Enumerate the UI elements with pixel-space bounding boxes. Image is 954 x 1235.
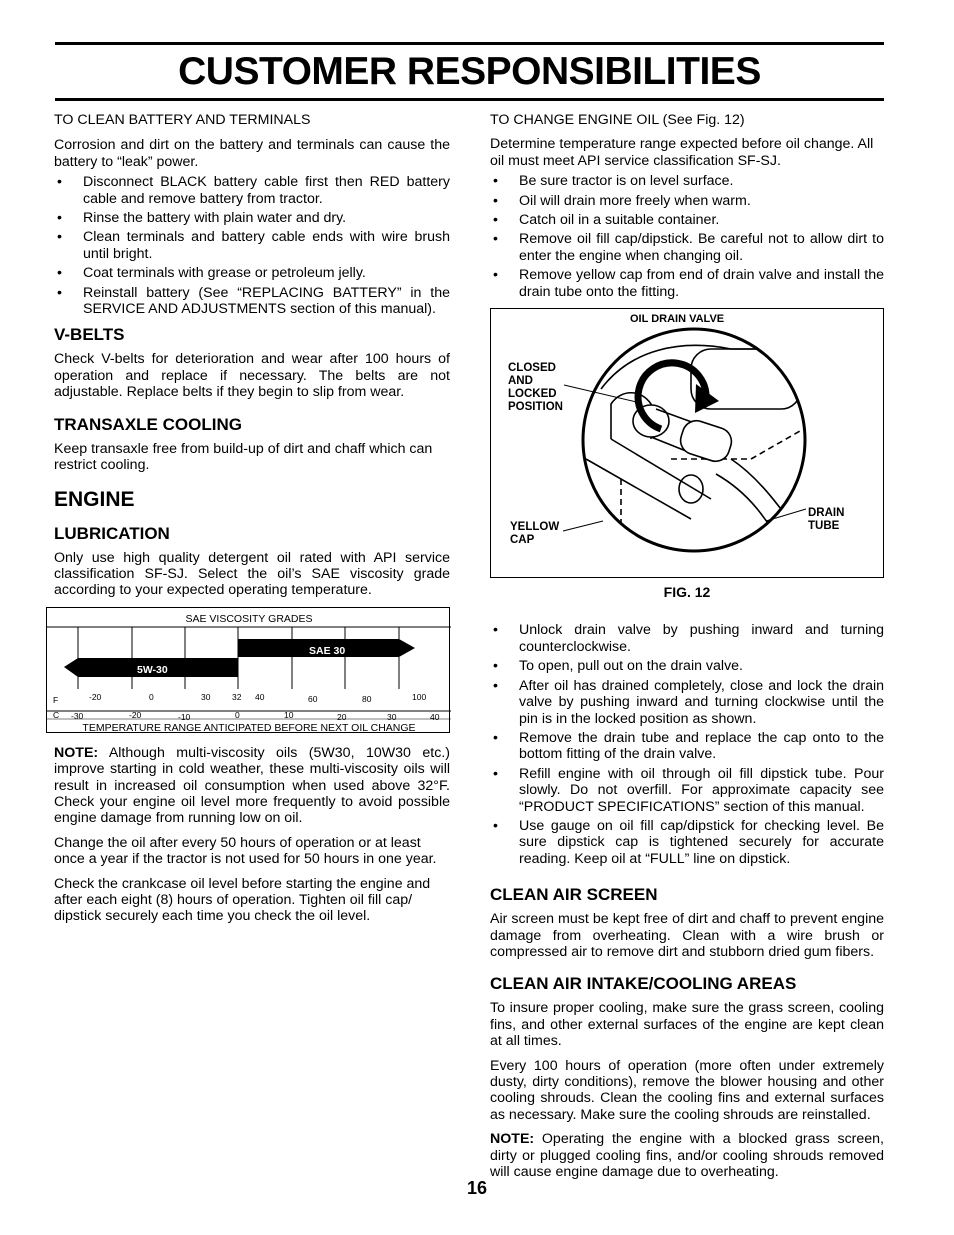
battery-intro: Corrosion and dirt on the battery and terminals can cause the battery to “leak” power.	[54, 137, 450, 170]
viscosity-chart	[46, 607, 450, 733]
transaxle-text: Keep transaxle free from build-up of dirt and chaff which can restrict cooling.	[54, 440, 433, 474]
list-item: • Remove oil fill cap/dipstick. Be careful not to allow dirt to enter the engine when changing oil.	[490, 231, 884, 264]
intake-note	[490, 1131, 884, 1180]
c-tick: -20	[129, 709, 142, 720]
title-rule	[55, 98, 884, 101]
f-tick: 30	[201, 691, 211, 702]
oil-change-intro: Determine temperature range expected before oil change. All oil must meet API service classification SF-SJ.	[490, 136, 874, 169]
air-screen-heading: CLEAN AIR SCREEN	[490, 885, 658, 905]
oil-steps-b	[490, 622, 884, 867]
vbelts-text: Check V-belts for deterioration and wear after 100 hours of operation and replace if necessary. The belts are not adjustable. Replace belts if they begin to slip from wear.	[54, 351, 450, 401]
list-item: • Refill engine with oil through oil fill dipstick tube. Pour slowly. Do not overfill. For approximate capacity see “PRODUCT SPECIFICATIONS” section of this manual.	[490, 766, 884, 815]
list-item: • Remove the drain tube and replace the cap onto to the bottom fitting of the drain valve.	[490, 730, 884, 763]
intake-text-2: Every 100 hours of operation (more often under extremely dusty, dirty conditions), remove the blower housing and other cooling shrouds. Clean the cooling fins and external surfaces as necessary. Make sure the cooling shrouds are reinstalled.	[490, 1057, 884, 1123]
list-item: • Unlock drain valve by pushing inward and turning counterclockwise.	[490, 622, 884, 655]
f-tick: 60	[308, 693, 318, 704]
f-tick: -20	[89, 691, 102, 702]
f-label: F	[53, 694, 59, 705]
note-text: Operating the engine with a blocked grass screen, dirty or plugged cooling fins, and/or cooling shrouds removed will cause engine damage due to overheating.	[490, 1131, 884, 1181]
c-label: C	[53, 709, 60, 720]
bar-label-sae30: SAE 30	[309, 644, 346, 657]
vbelts-heading: V-BELTS	[54, 325, 125, 345]
right-column	[490, 112, 884, 1188]
c-tick: 20	[337, 711, 347, 722]
list-item: • Clean terminals and battery cable ends with wire brush until bright.	[54, 229, 450, 262]
check-oil-text: Check the crankcase oil level before starting the engine and after each eight (8) hours of operation. Tighten oil fill cap/ dipstick securely each time you check the oil level.	[54, 875, 431, 925]
list-item: • Be sure tractor is on level surface.	[490, 173, 884, 189]
list-item: • Use gauge on oil fill cap/dipstick for checking level. Be sure dipstick cap is tightened securely for accurate reading. Keep oil at “FULL” line on dipstick.	[490, 818, 884, 867]
list-item: • Oil will drain more freely when warm.	[490, 193, 884, 209]
left-column	[54, 112, 450, 933]
label-oil-drain-valve: OIL DRAIN VALVE	[630, 313, 725, 326]
page-title: CUSTOMER RESPONSIBILITIES	[178, 50, 761, 93]
note-text: Although multi-viscosity oils (5W30, 10W30 etc.) improve starting in cold weather, these multi-viscosity oils will result in increased oil consumption when used above 32°F. Check your engine oil level more frequently to avoid possible engine damage from running low on oil.	[54, 744, 450, 827]
engine-heading: ENGINE	[54, 487, 135, 511]
list-item: • Coat terminals with grease or petroleum jelly.	[54, 265, 450, 281]
list-item: • To open, pull out on the drain valve.	[490, 658, 884, 674]
note-paragraph	[54, 745, 450, 827]
note-label: NOTE:	[490, 1131, 535, 1148]
list-item: • Remove yellow cap from end of drain valve and install the drain tube onto the fitting.	[490, 267, 884, 300]
chart-title: SAE VISCOSITY GRADES	[185, 612, 313, 625]
lubrication-heading: LUBRICATION	[54, 523, 170, 543]
list-item: • Disconnect BLACK battery cable first then RED battery cable and remove battery from tractor.	[54, 174, 450, 207]
transaxle-heading: TRANSAXLE COOLING	[54, 414, 242, 434]
intake-heading: CLEAN AIR INTAKE/COOLING AREAS	[490, 974, 797, 994]
figure-caption: FIG. 12	[663, 584, 711, 601]
oil-change-heading: TO CHANGE ENGINE OIL (See Fig. 12)	[490, 112, 745, 128]
top-rule	[55, 42, 884, 45]
list-item: • Reinstall battery (See “REPLACING BATTERY” in the SERVICE AND ADJUSTMENTS section of this manual).	[54, 285, 450, 318]
c-tick: -30	[71, 710, 84, 721]
change-oil-text: Change the oil after every 50 hours of operation or at least once a year if the tractor is not used for 50 hours in one year.	[54, 834, 437, 868]
battery-steps	[54, 174, 450, 317]
c-tick: 40	[430, 711, 440, 722]
list-item: • Catch oil in a suitable container.	[490, 212, 884, 228]
bar-label-5w30: 5W-30	[137, 663, 168, 676]
f-tick: 80	[362, 693, 372, 704]
label-yellow-cap: YELLOW CAP	[510, 521, 560, 547]
f-tick: 32	[232, 691, 242, 702]
c-tick: 30	[387, 711, 397, 722]
label-drain-tube: DRAIN TUBE	[808, 507, 845, 533]
lubrication-text: Only use high quality detergent oil rated with API service classification SF-SJ. Select the oil’s SAE viscosity grade according to your expected operating temperature.	[54, 549, 450, 599]
list-item: • Rinse the battery with plain water and dry.	[54, 210, 450, 226]
c-tick: 0	[235, 709, 240, 720]
air-screen-text: Air screen must be kept free of dirt and chaff to prevent engine damage from overheating. Clean with a wire brush or compressed air to remove dirt and stubborn dried gum fibers.	[490, 911, 884, 960]
label-closed-locked: CLOSED AND LOCKED POSITION	[508, 362, 563, 414]
note-label: NOTE:	[54, 744, 99, 761]
f-tick: 100	[412, 691, 427, 702]
intake-text-1: To insure proper cooling, make sure the grass screen, cooling fins, and other external surfaces of the engine are kept clean at all times.	[490, 1000, 884, 1050]
c-tick: -10	[178, 711, 191, 722]
figure-12	[490, 308, 884, 578]
oil-steps-a	[490, 173, 884, 300]
f-tick: 40	[255, 691, 265, 702]
c-tick: 10	[284, 709, 294, 720]
list-item: • After oil has drained completely, close and lock the drain valve by pushing inward and turning clockwise until the pin is in the locked position as shown.	[490, 678, 884, 727]
f-tick: 0	[149, 691, 154, 702]
battery-heading: TO CLEAN BATTERY AND TERMINALS	[54, 112, 311, 128]
page-number: 16	[466, 1178, 488, 1198]
chart-footer: TEMPERATURE RANGE ANTICIPATED BEFORE NEXT OIL CHANGE	[82, 721, 416, 734]
